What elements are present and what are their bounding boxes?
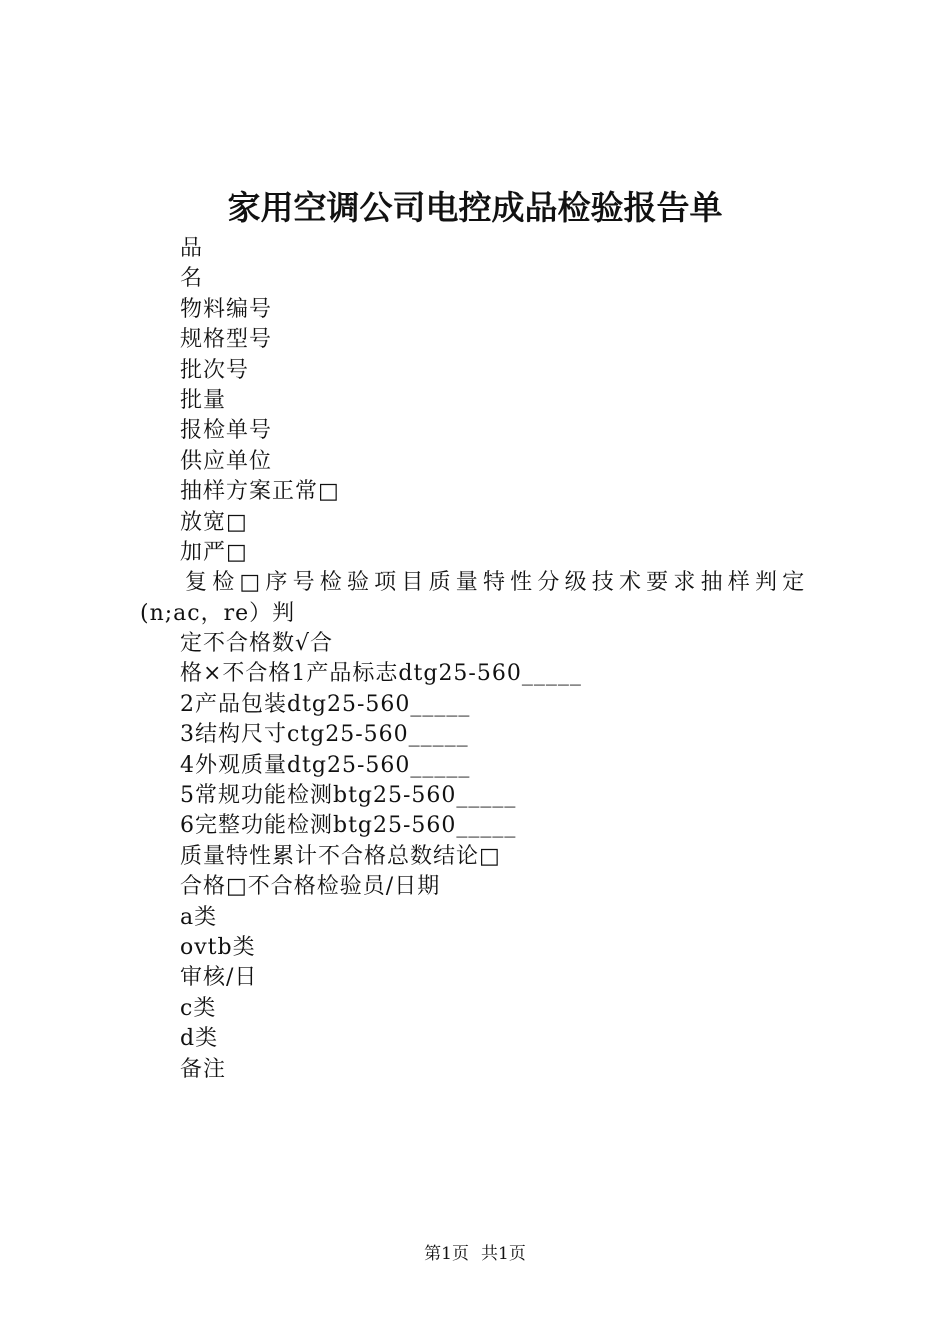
page-footer <box>0 1242 950 1266</box>
field-line: 规格型号 <box>180 327 273 353</box>
reviewer-line: 审核/日 <box>180 965 258 991</box>
class-d-line: d类 <box>180 1026 219 1052</box>
field-line: 批量 <box>180 387 227 413</box>
inspection-item-4: 4外观质量dtg25-560_____ <box>180 752 471 778</box>
page-number-total: 共1页 <box>481 1244 526 1264</box>
inspection-item-1: 格×不合格1产品标志dtg25-560_____ <box>180 661 582 687</box>
inspection-item-5: 5常规功能检测btg25-560_____ <box>180 783 517 809</box>
field-line: 物料编号 <box>180 296 273 322</box>
remarks-line: 备注 <box>180 1056 227 1082</box>
sampling-relaxed-line: 放宽□ <box>180 509 248 535</box>
class-c-line: c类 <box>180 995 217 1021</box>
table-header-line: 复检□序号检验项目质量特性分级技术要求抽样判定 <box>185 570 810 596</box>
sampling-tightened-line: 加严□ <box>180 539 248 565</box>
sampling-normal-line: 抽样方案正常□ <box>180 479 340 505</box>
field-line: 报检单号 <box>180 418 273 444</box>
class-a-line: a类 <box>180 904 218 930</box>
class-b-line: ovtb类 <box>180 934 256 960</box>
inspection-item-2: 2产品包装dtg25-560_____ <box>180 691 471 717</box>
field-line: 批次号 <box>180 357 250 383</box>
document-body <box>140 234 840 1085</box>
conclusion-line: 质量特性累计不合格总数结论□ <box>180 843 501 869</box>
document-title: 家用空调公司电控成品检验报告单 <box>227 188 723 227</box>
table-header-continuation: (n;ac，re）判 <box>140 600 296 626</box>
table-header-continuation: 定不合格数√合 <box>180 631 334 657</box>
inspection-item-3: 3结构尺寸ctg25-560_____ <box>180 722 469 748</box>
inspection-item-6: 6完整功能检测btg25-560_____ <box>180 813 517 839</box>
page-number-current: 第1页 <box>424 1244 469 1264</box>
inspector-line: 合格□不合格检验员/日期 <box>180 874 441 900</box>
field-line: 名 <box>180 266 204 292</box>
field-line: 供应单位 <box>180 448 273 474</box>
field-line: 品 <box>180 236 204 261</box>
